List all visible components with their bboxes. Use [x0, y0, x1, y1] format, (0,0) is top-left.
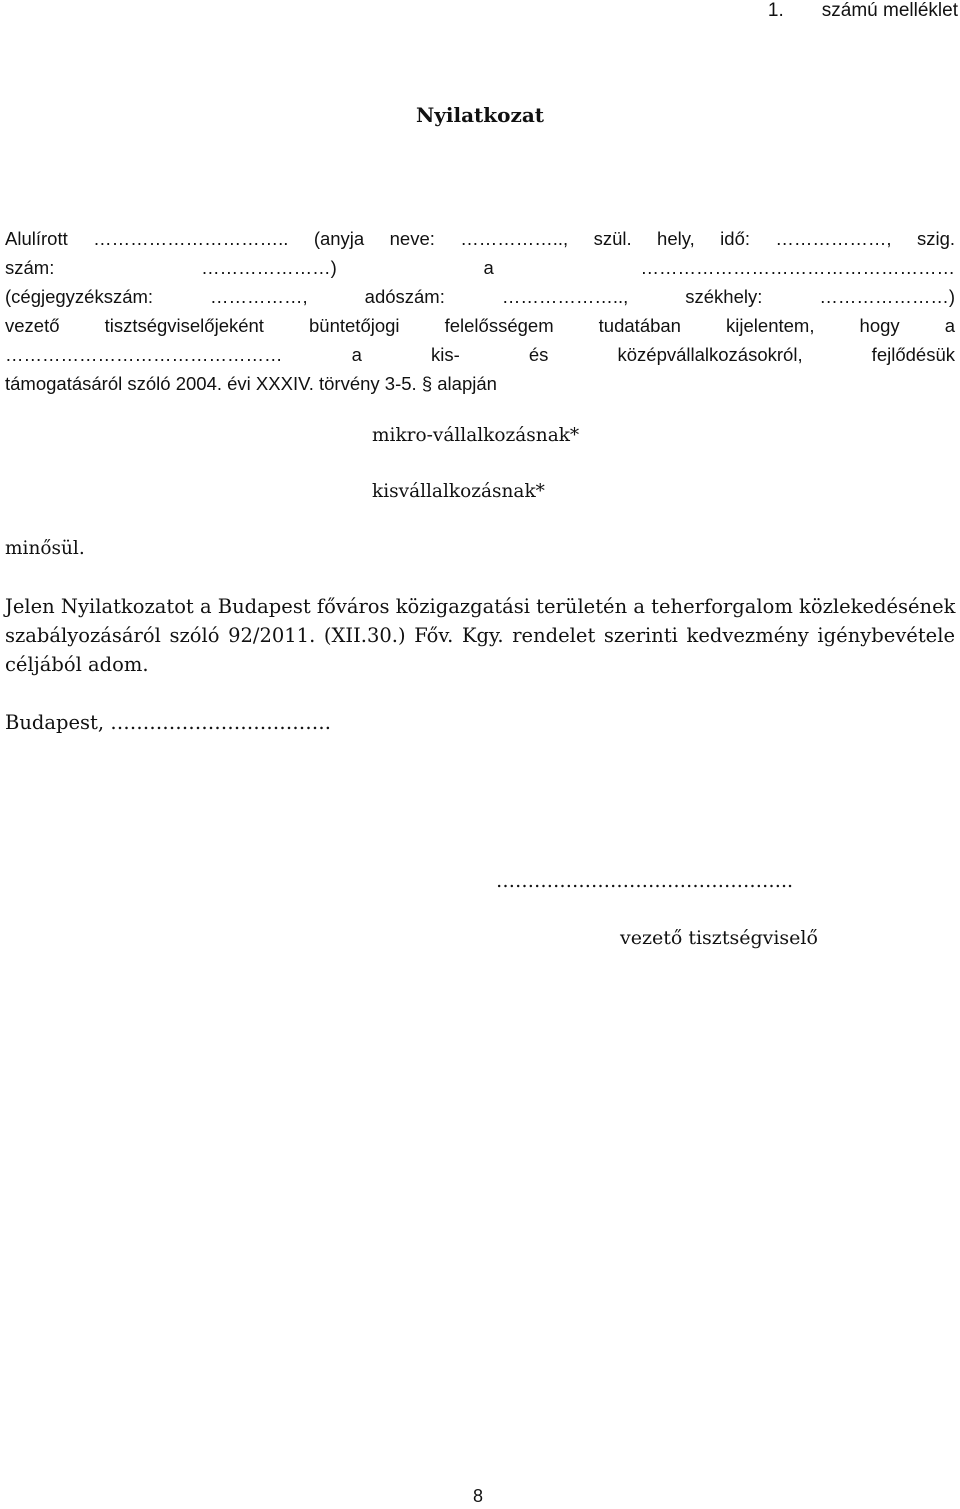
- declaration-line: vezető tisztségviselőjeként büntetőjogi felelősségem tudatában kijelentem, hogy a: [5, 315, 955, 336]
- purpose-paragraph: [5, 592, 955, 679]
- signature-role: vezető tisztségviselő: [620, 927, 818, 949]
- purpose-line: szabályozásáról szóló 92/2011. (XII.30.) Főv. Kgy. rendelet szerinti kedvezmény igénybevétele: [5, 624, 955, 647]
- page-number: 8: [473, 1486, 484, 1506]
- option-small-enterprise: kisvállalkozásnak*: [372, 481, 545, 502]
- option-micro-enterprise: mikro-vállalkozásnak*: [372, 425, 580, 446]
- signature-line: ………………………………………..: [496, 870, 794, 892]
- annex-header: [768, 0, 958, 22]
- declaration-paragraph: [5, 224, 955, 398]
- purpose-line: céljából adom.: [5, 653, 149, 676]
- declaration-line: szám: …………………) a ……………………………………………: [5, 257, 955, 278]
- document-title: Nyilatkozat: [415, 103, 545, 127]
- declaration-line: támogatásáról szóló 2004. évi XXXIV. törvény 3-5. § alapján: [5, 373, 497, 394]
- qualifies-text: minősül.: [5, 538, 85, 559]
- annex-label: számú melléklet: [821, 0, 958, 21]
- declaration-line: ……………………………………… a kis- és középvállalkozásokról, fejlődésük: [5, 344, 955, 365]
- place-date: Budapest, …………………………….: [5, 711, 331, 734]
- annex-number: 1.: [767, 0, 784, 21]
- declaration-line: Alulírott ………………………….. (anyja neve: …………….., szül. hely, idő: ………………, szig.: [5, 228, 955, 249]
- declaration-line: (cégjegyzékszám: ……………, adószám: ……………….., székhely: …………………): [5, 286, 955, 307]
- purpose-line: Jelen Nyilatkozatot a Budapest főváros közigazgatási területén a teherforgalom közlekedésének: [5, 595, 956, 618]
